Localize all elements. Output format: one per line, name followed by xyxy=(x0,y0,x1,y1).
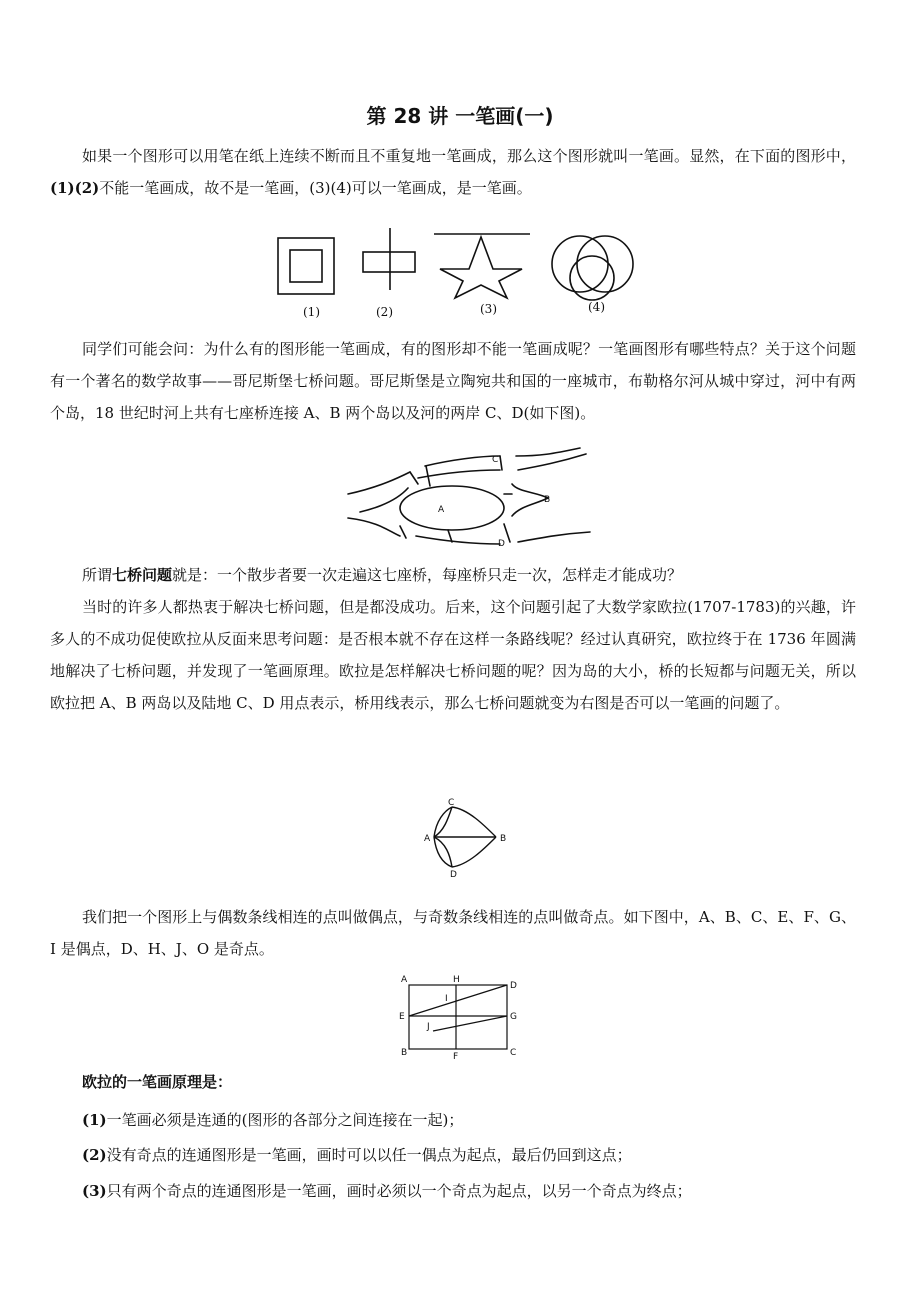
principle-2-num: (2) xyxy=(82,1146,107,1164)
def-bold: 七桥问题 xyxy=(112,566,173,584)
def-text-1: 所谓 xyxy=(82,566,113,584)
fig3-star xyxy=(440,237,522,298)
principle-3-text: 只有两个奇点的连通图形是一笔画，画时必须以一个奇点为起点，以另一个奇点为终点； xyxy=(106,1182,692,1200)
caption-2: (2) xyxy=(376,305,393,319)
points-paragraph: 我们把一个图形上与偶数条线相连的点叫做偶点，与奇数条线相连的点叫做奇点。如下图中，A、B、C、E、F、G、I 是偶点，D、H、J、O 是奇点。 xyxy=(50,908,856,958)
fig2-box xyxy=(363,252,415,272)
edge-a-c-1 xyxy=(434,807,452,837)
konigsberg-map xyxy=(340,442,610,550)
principle-title: 欧拉的一笔画原理是： xyxy=(82,1073,233,1091)
grid-label-b: B xyxy=(401,1048,408,1058)
bridge-5 xyxy=(500,456,502,470)
principle-2 xyxy=(82,1140,632,1170)
island-b xyxy=(512,484,551,516)
grid-label-j: J xyxy=(427,1022,430,1032)
river-north-bank-2 xyxy=(360,454,586,512)
principle-1-num: (1) xyxy=(82,1111,107,1129)
page-title: 第 28 讲 一笔画(一) xyxy=(366,104,554,128)
map-label-d: D xyxy=(498,539,505,549)
river-south-bank xyxy=(348,518,590,544)
odd-even-points-grid xyxy=(395,973,525,1059)
fig4-circle-left xyxy=(552,236,608,292)
euler-paragraph: 当时的许多人都热衷于解决七桥问题，但是都没成功。后来，这个问题引起了大数学家欧拉(1707-1783)的兴趣，许多人的不成功促使欧拉从反面来思考问题：是否根本就不存在这样一条路线呢？经过认真研究，欧拉终于在 1736 年圆满地解决了七桥问题，并发现了一笔画原理。欧拉是怎样解决七桥问题的呢？因为岛的大小，桥的长短都与问题无关，所以欧拉把 A、B 两岛以及陆地 C、D 用点表示，桥用线表示，那么七桥问题就变为右图是否可以一笔画的问题了。 xyxy=(50,598,856,712)
intro-text-1: 如果一个图形可以用笔在纸上连续不断而且不重复地一笔画成，那么这个图形就叫一笔画。显然，在下面的图形中， xyxy=(82,147,856,165)
principle-1-text: 一笔画必须是连通的(图形的各部分之间连接在一起)； xyxy=(106,1111,464,1129)
bridge-3 xyxy=(400,526,406,538)
graph-label-d: D xyxy=(450,870,457,880)
grid-label-i: I xyxy=(445,994,448,1004)
map-label-b: B xyxy=(544,495,551,505)
island-a xyxy=(400,486,504,530)
grid-label-f: F xyxy=(453,1052,459,1059)
graph-label-b: B xyxy=(500,834,507,844)
def-text-2: 就是：一个散步者要一次走遍这七座桥，每座桥只走一次，怎样走才能成功？ xyxy=(172,566,683,584)
edge-c-b xyxy=(452,807,496,837)
grid-label-d: D xyxy=(510,981,517,991)
grid-outer-rect xyxy=(409,985,507,1049)
fig1-outer-square xyxy=(278,238,334,294)
caption-3: (3) xyxy=(480,302,497,316)
grid-label-c: C xyxy=(510,1048,517,1058)
question-paragraph: 同学们可能会问：为什么有的图形能一笔画成，有的图形却不能一笔画成呢？一笔画图形有哪些特点？关于这个问题有一个著名的数学故事——哥尼斯堡七桥问题。哥尼斯堡是立陶宛共和国的一座城市，布勒格尔河从城中穿过，河中有两个岛，18 世纪时河上共有七座桥连接 A、B 两个岛以及河的两岸 C、D(如下图)。 xyxy=(50,340,856,422)
grid-label-h: H xyxy=(453,975,460,985)
seven-bridge-definition xyxy=(82,560,682,590)
edge-a-c-2 xyxy=(434,807,452,837)
principle-3-num: (3) xyxy=(82,1182,107,1200)
edge-a-d-2 xyxy=(434,837,452,867)
figure-one-stroke-examples xyxy=(260,222,640,302)
grid-label-e: E xyxy=(399,1012,405,1022)
principle-1 xyxy=(82,1105,463,1135)
intro-paragraph xyxy=(50,140,856,204)
caption-4: (4) xyxy=(588,300,605,314)
fig1-inner-square xyxy=(290,250,322,282)
graph-label-c: C xyxy=(448,798,455,808)
edge-a-d-1 xyxy=(434,837,452,867)
grid-diagonal-jg xyxy=(433,1016,507,1031)
grid-label-g: G xyxy=(510,1012,517,1022)
map-label-a: A xyxy=(438,505,445,515)
intro-text-2: 不能一笔画成，故不是一笔画，(3)(4)可以一笔画成，是一笔画。 xyxy=(99,179,532,197)
seven-bridge-graph xyxy=(418,795,518,881)
graph-label-a: A xyxy=(424,834,431,844)
grid-label-a: A xyxy=(401,975,408,985)
fig4-circle-right xyxy=(577,236,633,292)
fig4-circle-bottom xyxy=(570,256,614,300)
principle-2-text: 没有奇点的连通图形是一笔画，画时可以以任一偶点为起点，最后仍回到这点； xyxy=(106,1146,632,1164)
edge-d-b xyxy=(452,837,496,867)
map-label-c: C xyxy=(492,455,499,465)
caption-1: (1) xyxy=(303,305,320,319)
grid-diagonal-ed xyxy=(409,985,507,1016)
intro-bold: (1)(2) xyxy=(50,179,100,197)
principle-3 xyxy=(82,1176,692,1206)
bridge-1 xyxy=(410,472,418,484)
